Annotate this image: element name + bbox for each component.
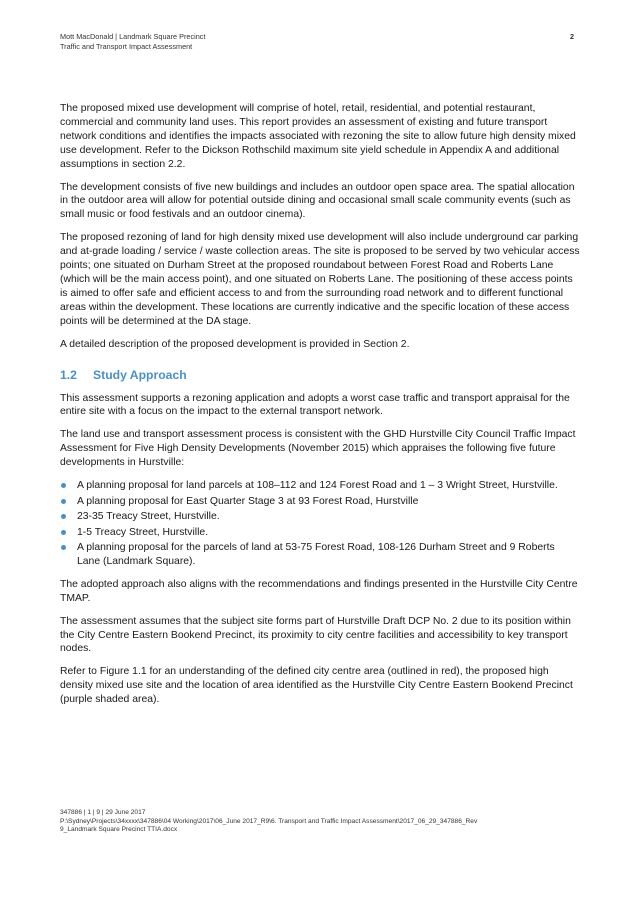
running-header <box>60 32 205 51</box>
list-item <box>60 495 580 509</box>
list-item <box>60 541 580 569</box>
section-number: 1.2 <box>60 367 77 382</box>
list-item-text: A planning proposal for land parcels at 108–112 and 124 Forest Road and 1 – 3 Wright Street, Hurstville. <box>77 480 558 492</box>
bullet-icon <box>61 545 66 550</box>
footer-line-2: P:\Sydney\Projects\34xxxx\347886\04 Working\2017\06_June 2017_R9\6. Transport and Traffic Impact Assessment\2017_06_29_347886_Rev <box>60 817 478 825</box>
header-line-2: Traffic and Transport Impact Assessment <box>60 41 193 51</box>
document-body <box>60 102 580 716</box>
developments-list <box>60 479 580 569</box>
paragraph: Refer to Figure 1.1 for an understanding of the defined city centre area (outlined in red), the proposed high density mixed use site and the location of area identified as the Hurstville City Centre Eastern Bookend Precinct (purple shaded area). <box>60 666 573 706</box>
list-item <box>60 526 580 540</box>
bullet-icon <box>61 483 66 488</box>
paragraph: The proposed mixed use development will comprise of hotel, retail, residential, and potential restaurant, commercial and community land uses. This report provides an assessment of existing and future transport network conditions and identifies the impacts associated with rezoning the site to allow future high density mixed use development. Refer to the Dickson Rothschild maximum site yield schedule in Appendix A and additional assumptions in section 2.2. <box>60 103 576 170</box>
paragraph: The land use and transport assessment process is consistent with the GHD Hurstville City Council Traffic Impact Assessment for Five High Density Developments (November 2015) which appraises the following five future developments in Hurstville: <box>60 429 576 469</box>
list-item <box>60 479 580 493</box>
paragraph: The proposed rezoning of land for high density mixed use development will also include underground car parking and at-grade loading / service / waste collection areas. The site is proposed to be served by two vehicular access points; one situated on Durham Street at the proposed roundabout between Forest Road and Roberts Lane (which will be the main access point), and one situated on Roberts Lane. The positioning of these access points is aimed to offer safe and efficient access to and from the surrounding road network and to different functional areas within the development. These locations are currently indicative and the specific location of these access points will be determined at the DA stage. <box>60 232 580 327</box>
paragraph: The development consists of five new buildings and includes an outdoor open space area. The spatial allocation in the outdoor area will allow for potential outside dining and occasional small scale community events (such as small music or food festivals and an outdoor cinema). <box>60 181 575 221</box>
footer-line-3: 9_Landmark Square Precinct TTIA.docx <box>60 826 178 834</box>
paragraph: This assessment supports a rezoning application and adopts a worst case traffic and transport appraisal for the entire site with a focus on the impact to the external transport network. <box>60 392 570 418</box>
list-item-text: A planning proposal for the parcels of land at 53-75 Forest Road, 108-126 Durham Street and 9 Roberts Lane (Landmark Square). <box>77 542 555 567</box>
section-heading <box>60 368 580 383</box>
paragraph: The adopted approach also aligns with the recommendations and findings presented in the Hurstville City Centre TMAP. <box>60 578 578 604</box>
paragraph: The assessment assumes that the subject site forms part of Hurstville Draft DCP No. 2 due to its position within the City Centre Eastern Bookend Precinct, its proximity to city centre facilities and accessibility to key transport nodes. <box>60 615 571 655</box>
paragraph: A detailed description of the proposed development is provided in Section 2. <box>60 338 410 350</box>
page-number: 2 <box>570 32 575 41</box>
list-item <box>60 510 580 524</box>
header-line-1: Mott MacDonald | Landmark Square Precinct <box>60 32 206 41</box>
list-item-text: 1-5 Treacy Street, Hurstville. <box>77 526 209 538</box>
running-footer <box>60 809 580 835</box>
list-item-text: 23-35 Treacy Street, Hurstville. <box>77 511 220 523</box>
section-title: Study Approach <box>93 367 187 382</box>
bullet-icon <box>61 514 66 519</box>
footer-line-1: 347886 | 1 | 9 | 29 June 2017 <box>60 809 146 816</box>
bullet-icon <box>61 499 66 504</box>
bullet-icon <box>61 530 66 535</box>
list-item-text: A planning proposal for East Quarter Stage 3 at 93 Forest Road, Hurstville <box>77 495 419 507</box>
